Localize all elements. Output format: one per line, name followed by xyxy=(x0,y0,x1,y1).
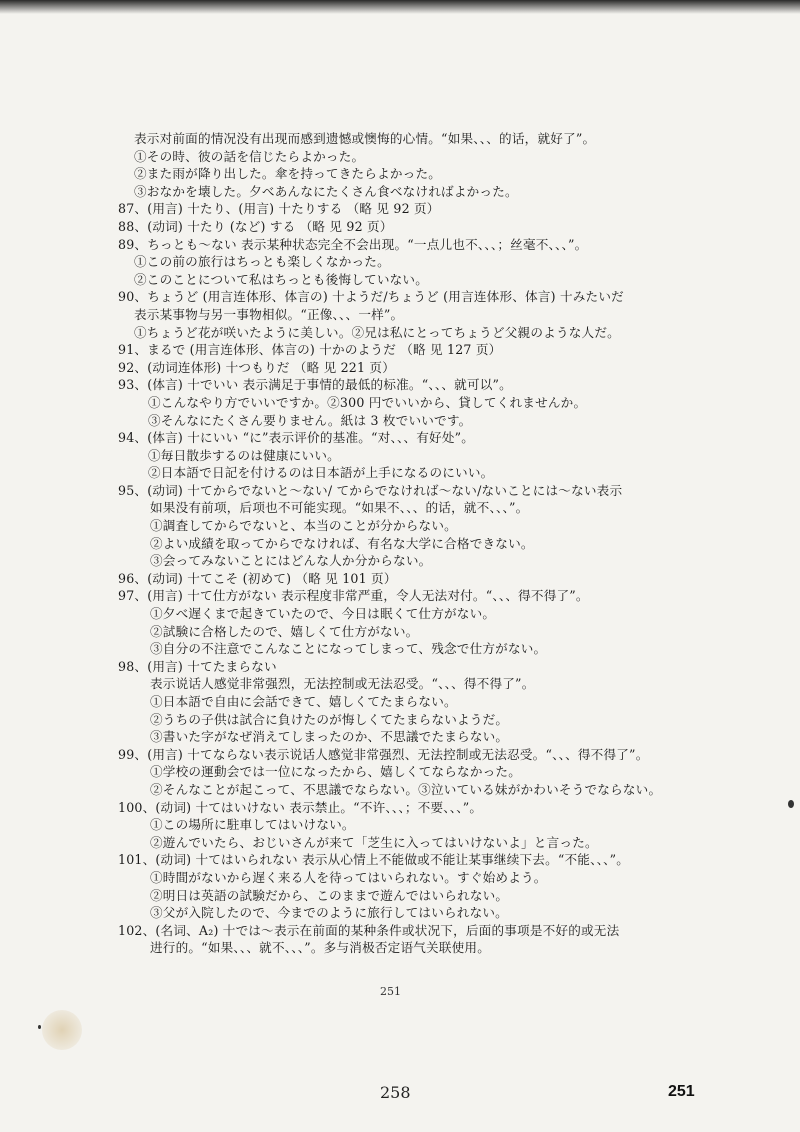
text-line: ③父が入院したので、今までのように旅行してはいられない。 xyxy=(150,905,508,921)
text-line: 89、ちっとも～ない 表示某种状态完全不会出现。“一点儿也不、、、；丝毫不、、、”。 xyxy=(118,236,588,252)
text-line: 100、(动词) 十てはいけない 表示禁止。“不许、、、；不要、、、”。 xyxy=(118,799,483,815)
text-line: ③自分の不注意でこんなことになってしまって、残念で仕方がない。 xyxy=(150,641,547,657)
text-line: 表示对前面的情况没有出现而感到遗憾或懊悔的心情。“如果、、、的话，就好了”。 xyxy=(134,131,596,146)
text-line: ②遊んでいたら、おじいさんが来て「芝生に入ってはいけないよ」と言った。 xyxy=(150,834,598,850)
text-line: 99、(用言) 十てならない表示说话人感觉非常强烈、无法控制或无法忍受。“、、、得不得了”。 xyxy=(118,746,649,762)
text-line: 进行的。“如果、、、就不、、、”。多与消极否定语气关联使用。 xyxy=(150,940,491,956)
text-line: ①夕べ遅くまで起きていたので、今日は眠くて仕方がない。 xyxy=(150,606,496,622)
text-line: ①こんなやり方でいいですか。②300 円でいいから、貸してくれませんか。 xyxy=(148,394,587,410)
text-line: 90、ちょうど (用言连体形、体言の) 十ようだ/ちょうど (用言连体形、体言) 十みたいだ xyxy=(118,289,624,305)
text-line: ①この場所に駐車してはいけない。 xyxy=(150,817,355,833)
text-line: 87、(用言) 十たり、(用言) 十たりする （略 见 92 页） xyxy=(118,201,440,217)
text-line: 91、まるで (用言连体形、体言の) 十かのようだ （略 见 127 页） xyxy=(118,342,502,358)
text-line: ①調査してからでないと、本当のことが分からない。 xyxy=(150,518,457,534)
text-line: 102、(名词、A₂) 十では～表示在前面的某种条件或状况下，后面的事项是不好的或无法 xyxy=(118,922,620,938)
text-line: ①その時、彼の話を信じたらよかった。 xyxy=(134,148,365,164)
text-line: 92、(动词连体形) 十つもりだ （略 见 221 页） xyxy=(118,359,396,375)
text-line: ②また雨が降り出した。傘を持ってきたらよかった。 xyxy=(134,166,442,182)
text-line: 如果没有前项，后项也不可能实现。“如果不、、、的话，就不、、、”。 xyxy=(150,500,529,516)
text-line: ①ちょうど花が咲いたように美しい。②兄は私にとってちょうど父親のような人だ。 xyxy=(134,324,620,340)
text-line: ②日本語で日記を付けるのは日本語が上手になるのにいい。 xyxy=(148,465,494,481)
text-line: 表示说话人感觉非常强烈，无法控制或无法忍受。“、、、得不得了”。 xyxy=(150,676,535,692)
text-line: 97、(用言) 十て仕方がない 表示程度非常严重，令人无法对付。“、、、得不得了”。 xyxy=(118,588,589,604)
page-footer xyxy=(0,1083,800,1107)
text-line: 95、(动词) 十てからでないと～ない/ てからでなければ～ない/ないことには～ない表示 xyxy=(118,482,623,498)
text-line: ②よい成績を取ってからでなければ、有名な大学に合格できない。 xyxy=(150,535,534,551)
text-line: ②明日は英語の試験だから、このままで遊んではいられない。 xyxy=(150,887,509,903)
text-line: 98、(用言) 十てたまらない xyxy=(118,658,277,674)
scan-edge-shadow xyxy=(0,0,800,14)
text-line: ①この前の旅行はちっとも楽しくなかった。 xyxy=(134,254,390,270)
page-number-center: 258 xyxy=(380,1083,411,1102)
ink-speck xyxy=(38,1025,41,1029)
text-line: 96、(动词) 十てこそ (初めて) （略 见 101 页） xyxy=(118,570,397,586)
document-body xyxy=(118,130,678,957)
text-line: ②このことについて私はちっとも後悔していない。 xyxy=(134,271,429,287)
text-line: ③おなかを壊した。夕べあんなにたくさん食べなければよかった。 xyxy=(134,183,518,199)
text-line: ②うちの子供は試合に負けたのが悔しくてたまらないようだ。 xyxy=(150,711,509,727)
page-number-right: 251 xyxy=(668,1083,695,1100)
text-line: 88、(动词) 十たり (など) する （略 见 92 页） xyxy=(118,218,393,234)
text-line: ①学校の運動会では一位になったから、嬉しくてならなかった。 xyxy=(150,764,522,780)
text-line: ①毎日散歩するのは健康にいい。 xyxy=(148,447,340,463)
ink-speck xyxy=(788,800,794,808)
text-line: ①時間がないから遅く来る人を待ってはいられない。すぐ始めよう。 xyxy=(150,869,547,885)
text-line: ②試験に合格したので、嬉しくて仕方がない。 xyxy=(150,623,419,639)
text-line: 94、(体言) 十にいい “に”表示评价的基准。“对、、、有好处”。 xyxy=(118,430,475,446)
text-line: 93、(体言) 十でいい 表示满足于事情的最低的标准。“、、、就可以”。 xyxy=(118,377,512,393)
text-line: 表示某事物与另一事物相似。“正像、、、一样”。 xyxy=(134,306,404,322)
inner-page-number: 251 xyxy=(380,985,401,998)
text-line: 101、(动词) 十てはいられない 表示从心情上不能做或不能让某事继续下去。“不能、、、”。 xyxy=(118,852,630,868)
text-line: ①日本語で自由に会話できて、嬉しくてたまらない。 xyxy=(150,694,457,709)
text-line: ③会ってみないことにはどんな人か分からない。 xyxy=(150,553,432,569)
text-line: ②そんなことが起こって、不思議でならない。③泣いている妹がかわいそうでならない。 xyxy=(150,781,662,797)
paper-stain xyxy=(42,1010,82,1050)
text-line: ③そんなにたくさん要りません。紙は 3 枚でいいです。 xyxy=(148,412,472,428)
text-line: ③書いた字がなぜ消えてしまったのか、不思議でたまらない。 xyxy=(150,729,509,745)
